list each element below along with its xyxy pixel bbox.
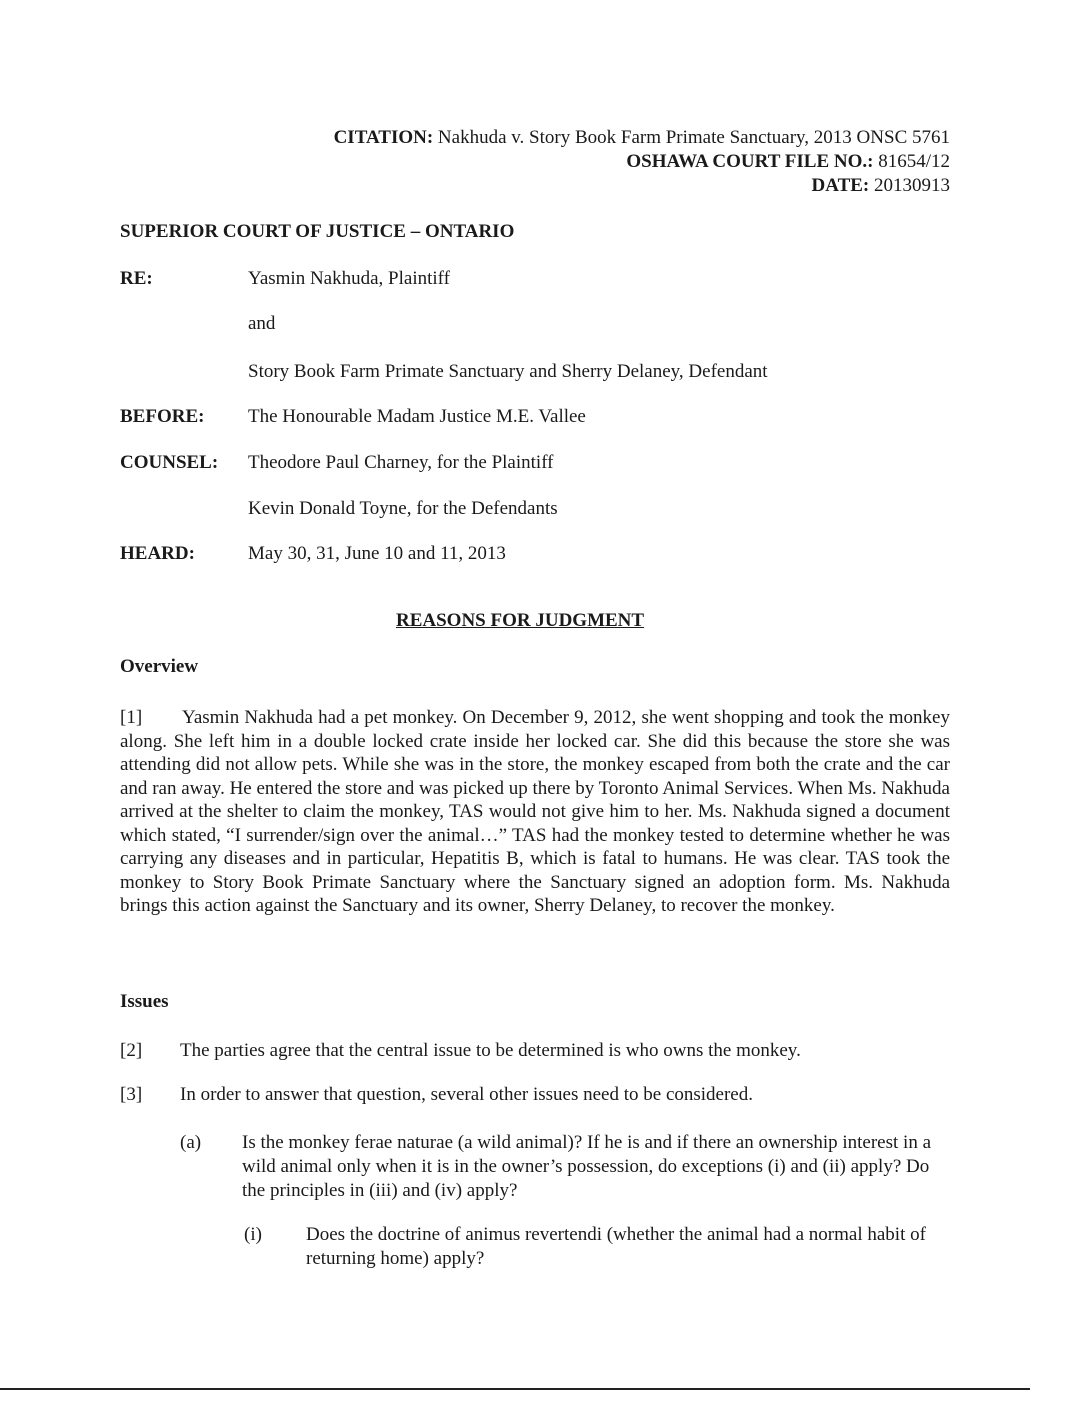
citation-value: Nakhuda v. Story Book Farm Primate Sanctuary, 2013 ONSC 5761 xyxy=(437,127,950,148)
paragraph-3-text: In order to answer that question, several other issues need to be considered. xyxy=(180,1084,753,1105)
re-and: and xyxy=(248,313,276,334)
citation-line xyxy=(334,126,950,150)
page-bottom-rule xyxy=(0,1388,1030,1390)
re-plaintiff: Yasmin Nakhuda, Plaintiff xyxy=(248,268,450,289)
paragraph-2-text: The parties agree that the central issue to be determined is who owns the monkey. xyxy=(180,1040,801,1061)
before-label: BEFORE: xyxy=(120,406,205,427)
paragraph-2-number: [2] xyxy=(120,1040,143,1061)
heard-value: May 30, 31, June 10 and 11, 2013 xyxy=(248,543,506,564)
court-file-value: 81654/12 xyxy=(878,151,950,172)
judgment-title: REASONS FOR JUDGMENT xyxy=(396,610,645,631)
paragraph-3-number: [3] xyxy=(120,1084,143,1105)
counsel-plaintiff: Theodore Paul Charney, for the Plaintiff xyxy=(248,452,554,473)
issue-a-number: (a) xyxy=(180,1132,202,1153)
paragraph-1-number: [1] xyxy=(120,707,143,728)
citation-label: CITATION: xyxy=(333,127,434,148)
counsel-defendants: Kevin Donald Toyne, for the Defendants xyxy=(248,498,558,519)
court-name: SUPERIOR COURT OF JUSTICE – ONTARIO xyxy=(120,221,515,242)
case-header xyxy=(334,126,950,198)
counsel-label: COUNSEL: xyxy=(120,452,219,473)
issue-a-i-number: (i) xyxy=(244,1224,262,1245)
heard-label: HEARD: xyxy=(120,543,195,564)
date-value: 20130913 xyxy=(874,175,950,196)
issue-a-i-text: Does the doctrine of animus revertendi (whether the animal had a normal habit of returning home) apply? xyxy=(306,1224,926,1269)
paragraph-1-text: Yasmin Nakhuda had a pet monkey. On December 9, 2012, she went shopping and took the monkey along. She left him in a double locked crate inside her locked car. She did this because the store she was attending did not allow pets. While she was in the store, the monkey escaped from both the crate and the car and ran away. He entered the store and was picked up there by Toronto Animal Services. When Ms. Nakhuda arrived at the shelter to claim the monkey, TAS would not give him to her. Ms. Nakhuda signed a document which stated, “I surrender/sign over the animal…” TAS had the monkey tested to determine whether he was carrying any diseases and in particular, Hepatitis B, which is fatal to humans. He was clear. TAS took the monkey to Story Book Primate Sanctuary where the Sanctuary signed an adoption form. Ms. Nakhuda brings this action against the Sanctuary and its owner, Sherry Delaney, to recover the monkey. xyxy=(120,707,950,916)
re-label: RE: xyxy=(120,268,153,289)
date-label: DATE: xyxy=(811,175,870,196)
court-file-label: OSHAWA COURT FILE NO.: xyxy=(626,151,874,172)
before-value: The Honourable Madam Justice M.E. Vallee xyxy=(248,406,586,427)
date-line xyxy=(334,174,950,198)
re-defendant: Story Book Farm Primate Sanctuary and Sherry Delaney, Defendant xyxy=(248,361,768,382)
overview-heading: Overview xyxy=(120,656,199,677)
paragraph-1 xyxy=(120,706,950,918)
issues-heading: Issues xyxy=(120,991,169,1012)
court-file-line xyxy=(334,150,950,174)
issue-a-text: Is the monkey ferae naturae (a wild animal)? If he is and if there an ownership interest in a wild animal only when it is in the owner’s possession, do exceptions (i) and (ii) apply? Do the principles in (iii) and (iv) apply? xyxy=(242,1132,932,1201)
